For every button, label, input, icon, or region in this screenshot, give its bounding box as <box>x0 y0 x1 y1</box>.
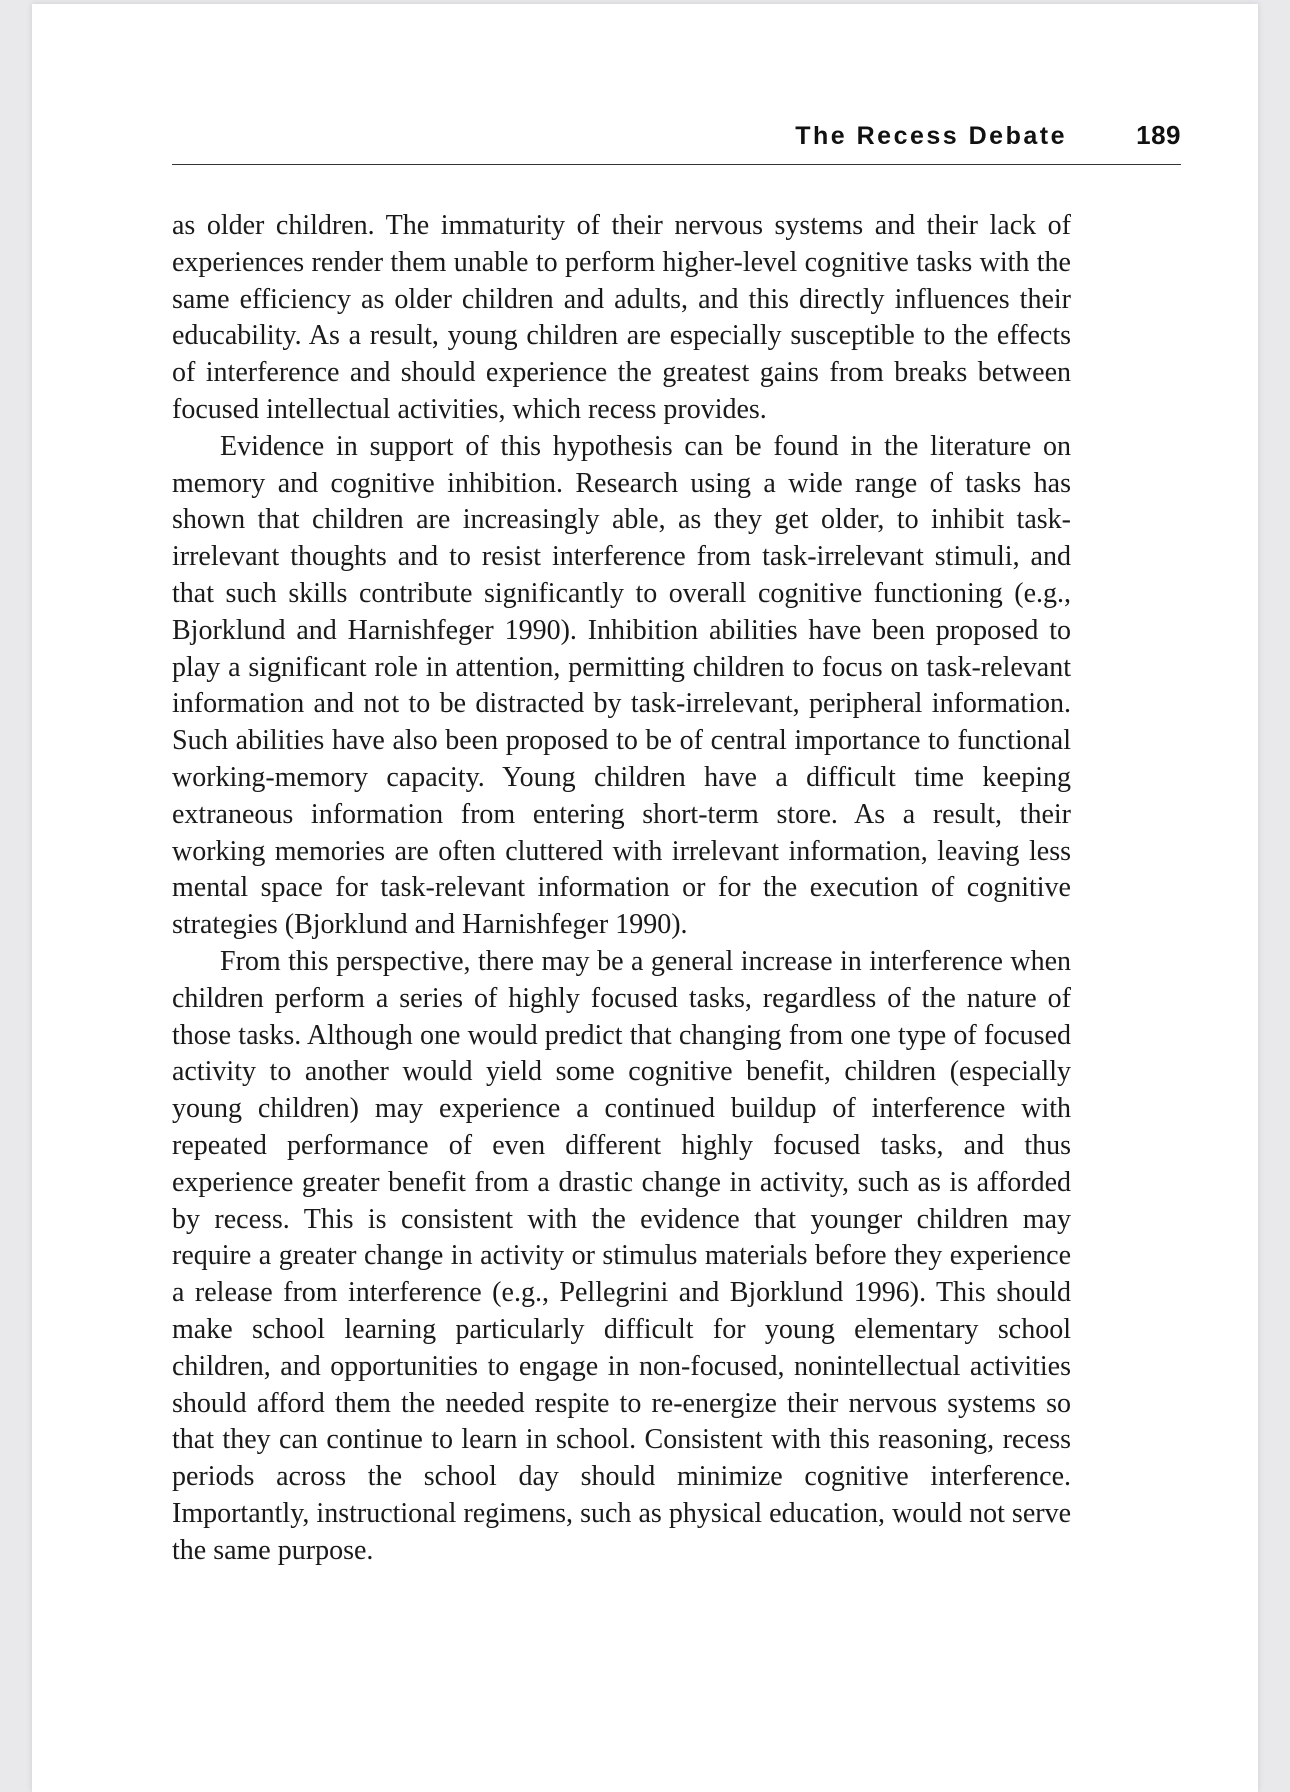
body-text <box>172 208 1071 1569</box>
paragraph-2: Evidence in support of this hypothesis can be found in the literature on memory and cognitive inhibition. Research using a wide range of tasks has shown that children are increasingly able, as they get older, to inhibit task-irrelevant thoughts and to resist interference from task-irrelevant stimuli, and that such skills contribute significantly to overall cognitive functioning (e.g., Bjorklund and Harnishfeger 1990). Inhibition abilities have been proposed to play a significant role in attention, permitting children to focus on task-relevant information and not to be distracted by task-irrelevant, peripheral information. Such abilities have also been proposed to be of central importance to functional working-memory capacity. Young children have a difficult time keeping extraneous information from entering short-term store. As a result, their working memories are often cluttered with irrelevant information, leaving less mental space for task-relevant information or for the execution of cognitive strategies (Bjorklund and Harnishfeger 1990). <box>172 430 1071 941</box>
paragraph-3: From this perspective, there may be a general increase in interference when children perform a series of highly focused tasks, regardless of the nature of those tasks. Although one would predict that changing from one type of focused activity to another would yield some cognitive benefit, children (especially young children) may experience a continued buildup of interference with repeated performance of even different highly focused tasks, and thus experience greater benefit from a drastic change in activity, such as is afforded by recess. This is consistent with the evidence that younger children may require a greater change in activity or stimulus materials before they experience a release from interference (e.g., Pellegrini and Bjorklund 1996). This should make school learning particularly difficult for young elementary school children, and opportunities to engage in non-focused, nonintellectual activities should afford them the needed respite to re-energize their nervous systems so that they can continue to learn in school. Consistent with this reasoning, recess periods across the school day should minimize cognitive interference. Importantly, instructional regimens, such as physical education, would not serve the same purpose. <box>172 945 1071 1566</box>
running-title: The Recess Debate <box>795 122 1067 150</box>
paragraph-1: as older children. The immaturity of their nervous systems and their lack of experiences render them unable to perform higher-level cognitive tasks with the same efficiency as older children and adults, and this directly influences their educability. As a result, young children are especially susceptible to the effects of interference and should experience the greatest gains from breaks between focused intellectual activities, which recess provides. <box>172 210 1071 425</box>
page-number: 189 <box>1136 120 1181 150</box>
running-header <box>172 118 1181 158</box>
book-page <box>32 4 1258 1792</box>
header-rule <box>172 164 1181 165</box>
